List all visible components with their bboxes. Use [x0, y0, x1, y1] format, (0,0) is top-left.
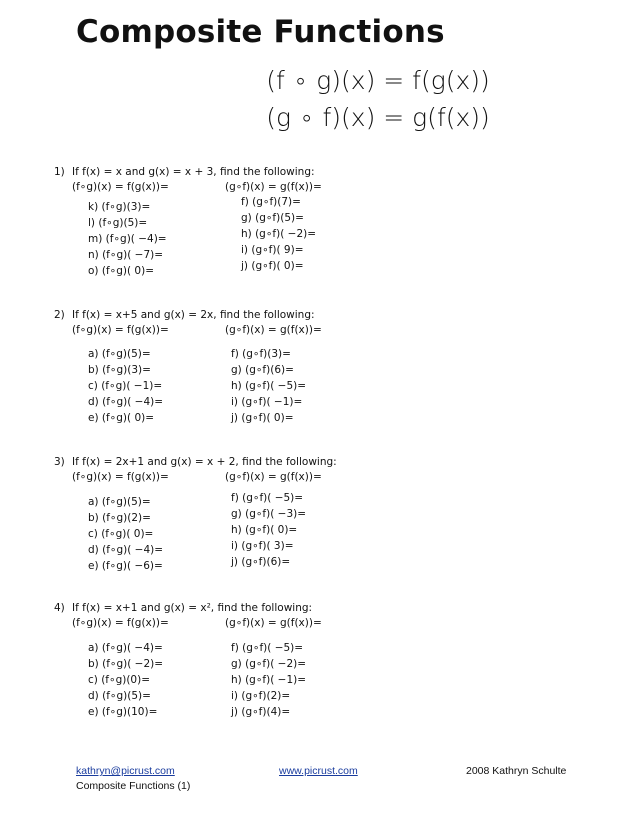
exercise-item: g) (g∘f)(6)= — [231, 364, 294, 376]
right-exercise-list — [231, 640, 306, 720]
left-exercise-list — [88, 346, 163, 426]
exercise-item: j) (g∘f)(6)= — [231, 556, 291, 568]
exercise-item: a) (f∘g)(5)= — [88, 496, 151, 508]
problem-4 — [0, 602, 640, 732]
left-exercise-list — [88, 640, 163, 720]
problem-statement: If f(x) = x+5 and g(x) = 2x, find the following: — [72, 309, 315, 321]
definition-f-of-g: (f∘g)(x) = f(g(x))= — [72, 617, 169, 629]
problem-number: 1) — [54, 166, 65, 178]
formula-f-of-g: (f ∘ g)(x) = f(g(x)) — [266, 66, 490, 95]
exercise-item: j) (g∘f)( 0)= — [231, 412, 294, 424]
problem-number: 3) — [54, 456, 65, 468]
definition-f-of-g: (f∘g)(x) = f(g(x))= — [72, 324, 169, 336]
right-exercise-list — [231, 346, 306, 426]
exercise-item: j) (g∘f)(4)= — [231, 706, 291, 718]
exercise-item: h) (g∘f)( 0)= — [231, 524, 298, 536]
exercise-item: c) (f∘g)(0)= — [88, 674, 151, 686]
exercise-item: e) (f∘g)( 0)= — [88, 412, 155, 424]
footer-website-link[interactable]: www.picrust.com — [279, 765, 358, 777]
exercise-item: m) (f∘g)( −4)= — [88, 233, 167, 245]
problem-statement: If f(x) = x+1 and g(x) = x², find the following: — [72, 602, 313, 614]
definition-g-of-f: (g∘f)(x) = g(f(x))= — [225, 471, 322, 483]
exercise-item: f) (g∘f)( −5)= — [231, 642, 304, 654]
exercise-item: n) (f∘g)( −7)= — [88, 249, 164, 261]
problem-number: 4) — [54, 602, 65, 614]
definition-g-of-f: (g∘f)(x) = g(f(x))= — [225, 181, 322, 193]
exercise-item: e) (f∘g)(10)= — [88, 706, 158, 718]
problem-2 — [0, 309, 640, 439]
exercise-item: o) (f∘g)( 0)= — [88, 265, 154, 277]
exercise-item: a) (f∘g)( −4)= — [88, 642, 163, 654]
exercise-item: e) (f∘g)( −6)= — [88, 560, 163, 572]
exercise-item: b) (f∘g)(2)= — [88, 512, 151, 524]
footer-copyright: 2008 Kathryn Schulte — [466, 765, 567, 777]
exercise-item: c) (f∘g)( −1)= — [88, 380, 163, 392]
exercise-item: f) (g∘f)(3)= — [231, 348, 291, 360]
definition-f-of-g: (f∘g)(x) = f(g(x))= — [72, 181, 169, 193]
exercise-item: i) (g∘f)( 3)= — [231, 540, 294, 552]
definition-g-of-f: (g∘f)(x) = g(f(x))= — [225, 617, 322, 629]
exercise-item: b) (f∘g)( −2)= — [88, 658, 164, 670]
exercise-item: f) (g∘f)( −5)= — [231, 492, 304, 504]
exercise-item: h) (g∘f)( −2)= — [241, 228, 317, 240]
definition-f-of-g: (f∘g)(x) = f(g(x))= — [72, 471, 169, 483]
problem-statement: If f(x) = 2x+1 and g(x) = x + 2, find the following: — [72, 456, 337, 468]
right-exercise-list — [231, 490, 306, 570]
problem-3 — [0, 456, 640, 586]
left-exercise-list — [88, 494, 163, 574]
left-exercise-list — [88, 199, 167, 279]
exercise-item: g) (g∘f)( −2)= — [231, 658, 307, 670]
exercise-item: b) (f∘g)(3)= — [88, 364, 151, 376]
exercise-item: l) (f∘g)(5)= — [88, 217, 148, 229]
exercise-item: i) (g∘f)( −1)= — [231, 396, 303, 408]
exercise-item: c) (f∘g)( 0)= — [88, 528, 154, 540]
exercise-item: a) (f∘g)(5)= — [88, 348, 151, 360]
exercise-item: d) (f∘g)( −4)= — [88, 544, 164, 556]
exercise-item: h) (g∘f)( −1)= — [231, 674, 307, 686]
right-exercise-list — [241, 194, 316, 274]
exercise-item: i) (g∘f)(2)= — [231, 690, 291, 702]
exercise-item: k) (f∘g)(3)= — [88, 201, 151, 213]
problem-number: 2) — [54, 309, 65, 321]
exercise-item: d) (f∘g)(5)= — [88, 690, 151, 702]
exercise-item: g) (g∘f)(5)= — [241, 212, 304, 224]
definition-g-of-f: (g∘f)(x) = g(f(x))= — [225, 324, 322, 336]
exercise-item: h) (g∘f)( −5)= — [231, 380, 307, 392]
footer-document-label: Composite Functions (1) — [76, 780, 191, 792]
exercise-item: i) (g∘f)( 9)= — [241, 244, 304, 256]
formula-g-of-f: (g ∘ f)(x) = g(f(x)) — [266, 103, 490, 132]
exercise-item: g) (g∘f)( −3)= — [231, 508, 307, 520]
problem-1 — [0, 166, 640, 296]
footer-email-link[interactable]: kathryn@picrust.com — [76, 765, 175, 777]
exercise-item: j) (g∘f)( 0)= — [241, 260, 304, 272]
exercise-item: f) (g∘f)(7)= — [241, 196, 301, 208]
problem-statement: If f(x) = x and g(x) = x + 3, find the following: — [72, 166, 315, 178]
exercise-item: d) (f∘g)( −4)= — [88, 396, 164, 408]
page-title: Composite Functions — [76, 14, 445, 50]
